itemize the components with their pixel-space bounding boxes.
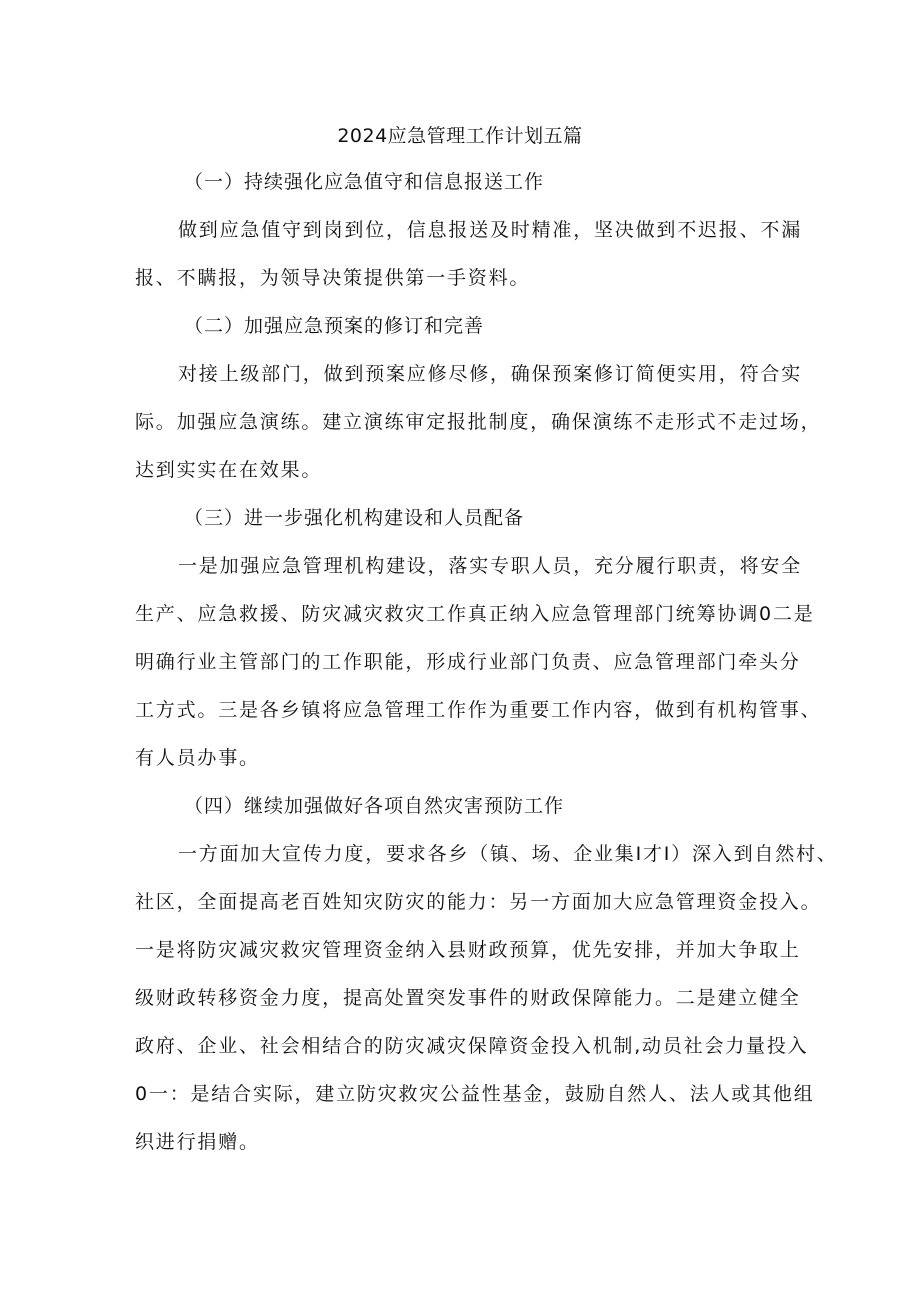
section-heading-4: （四）继续加强做好各项自然灾害预防工作 [184,795,565,817]
paragraph-line: 报、不瞒报，为领导决策提供第一手资料。 [135,267,531,289]
paragraph-line: 工方式。三是各乡镇将应急管理工作作为重要工作内容，做到有机构管事、 [135,699,822,721]
paragraph-line: 明确行业主管部门的工作职能，形成行业部门负责、应急管理部门牵头分 [135,651,801,673]
section-heading-1: （一）持续强化应急值守和信息报送工作 [184,171,545,193]
paragraph-line: 做到应急值守到岗到位，信息报送及时精准，坚决做到不迟报、不漏 [178,219,803,241]
paragraph-line: 对接上级部门，做到预案应修尽修，确保预案修订简便实用，符合实 [178,363,803,385]
paragraph-line: 社区，全面提高老百姓知灾防灾的能力：另一方面加大应急管理资金投入。 [135,891,822,913]
paragraph-line: 一是将防灾减灾救灾管理资金纳入县财政预算，优先安排，并加大争取上 [135,939,801,961]
paragraph-line: 0一：是结合实际，建立防灾救灾公益性基金，鼓励自然人、法人或其他组 [135,1083,815,1105]
paragraph-line: 一方面加大宣传力度，要求各乡（镇、场、企业集I才I）深入到自然村、 [178,843,838,865]
section-heading-3: （三）进一步强化机构建设和人员配备 [184,507,525,529]
paragraph-line: 际。加强应急演练。建立演练审定报批制度，确保演练不走形式不走过场， [135,411,822,433]
paragraph-line: 织进行捐赠。 [135,1131,260,1153]
paragraph-line: 级财政转移资金力度，提高处置突发事件的财政保障能力。二是建立健全 [135,987,801,1009]
paragraph-line: 达到实实在在效果。 [135,459,323,481]
paragraph-line: 政府、企业、社会相结合的防灾减灾保障资金投入机制,动员社会力量投入 [135,1035,809,1057]
paragraph-line: 一是加强应急管理机构建设，落实专职人员，充分履行职责，将安全 [178,555,803,577]
paragraph-line: 生产、应急救援、防灾减灾救灾工作真正纳入应急管理部门统筹协调0二是 [135,603,815,625]
paragraph-line: 有人员办事。 [135,747,260,769]
section-heading-2: （二）加强应急预案的修订和完善 [184,315,485,337]
document-title: 2024应急管理工作计划五篇 [337,125,583,147]
